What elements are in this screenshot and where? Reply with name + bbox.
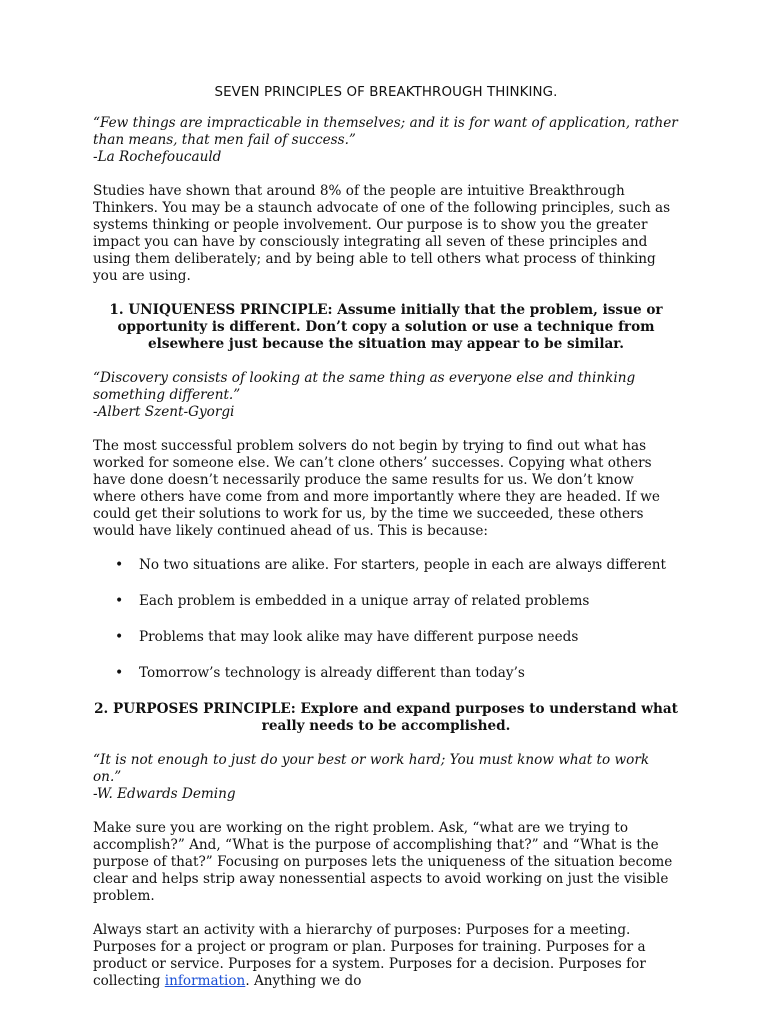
- intro-paragraph: Studies have shown that around 8% of the people are intuitive Breakthrough Thinkers. You may be a staunch advocate of one of the following principles, such as systems thinking or people involvement. Our purpose is to show you the greater impact you can have by consciously integrating all seven of these principles and using them deliberately; and by being able to tell others what process of thinking you are using.: [93, 183, 671, 284]
- section1-heading-text: Assume initially that the problem, issue or opportunity is different. Don’t copy a solution or use a technique from elsewhere just because the situation may appear to be similar.: [117, 302, 663, 352]
- section2-quote-author: -W. Edwards Deming: [93, 786, 236, 802]
- list-item: • Problems that may look alike may have different purpose needs: [93, 629, 679, 646]
- section2-paragraph-1: Make sure you are working on the right problem. Ask, “what are we trying to accomplish?” And, “What is the purpose of accomplishing that?” and “What is the purpose of that?” Focusing on purposes lets the uniqueness of the situation become clear and helps strip away nonessential aspects to avoid working on just the visible problem.: [93, 820, 673, 904]
- section1-label: 1. UNIQUENESS PRINCIPLE:: [109, 302, 333, 318]
- document-body: [93, 84, 679, 990]
- section1-quote-author: -Albert Szent-Gyorgi: [93, 404, 235, 420]
- section2-heading-text: Explore and expand purposes to understand what really needs to be accomplished.: [261, 701, 678, 734]
- section2-paragraph-2: [93, 922, 679, 990]
- intro-quote: “Few things are impracticable in themselves; and it is for want of application, rather than means, that men fail of success.”: [93, 115, 678, 148]
- section1-heading: [93, 302, 679, 353]
- section1-quote: “Discovery consists of looking at the same thing as everyone else and thinking something different.”: [93, 370, 636, 403]
- list-item: • No two situations are alike. For starters, people in each are always different: [93, 557, 679, 574]
- section2-heading: [93, 701, 679, 735]
- intro-quote-author: -La Rochefoucauld: [93, 149, 222, 165]
- list-item: • Tomorrow’s technology is already different than today’s: [93, 665, 679, 682]
- section1-paragraph: The most successful problem solvers do not begin by trying to find out what has worked for someone else. We can’t clone others’ successes. Copying what others have done doesn’t necessarily produce the same results for us. We don’t know where others have come from and more importantly where they are headed. If we could get their solutions to work for us, by the time we succeeded, these others would have likely continued ahead of us. This is because:: [93, 438, 660, 539]
- section1-bullet-list: [93, 557, 679, 682]
- section2-quote: “It is not enough to just do your best or work hard; You must know what to work on.”: [93, 752, 650, 785]
- section2-paragraph-2-tail: . Anything we do: [245, 973, 362, 989]
- information-link[interactable]: information: [164, 973, 246, 989]
- section2-label: 2. PURPOSES PRINCIPLE:: [94, 701, 296, 717]
- document-title: SEVEN PRINCIPLES OF BREAKTHROUGH THINKING.: [214, 85, 558, 100]
- section2-paragraph-2-text: Always start an activity with a hierarchy of purposes: Purposes for a meeting. Purposes for a project or program or plan. Purposes for training. Purposes for a product or service. Purposes for a system. Purposes for a decision. Purposes for collecting: [93, 922, 646, 989]
- list-item: • Each problem is embedded in a unique array of related problems: [93, 593, 679, 610]
